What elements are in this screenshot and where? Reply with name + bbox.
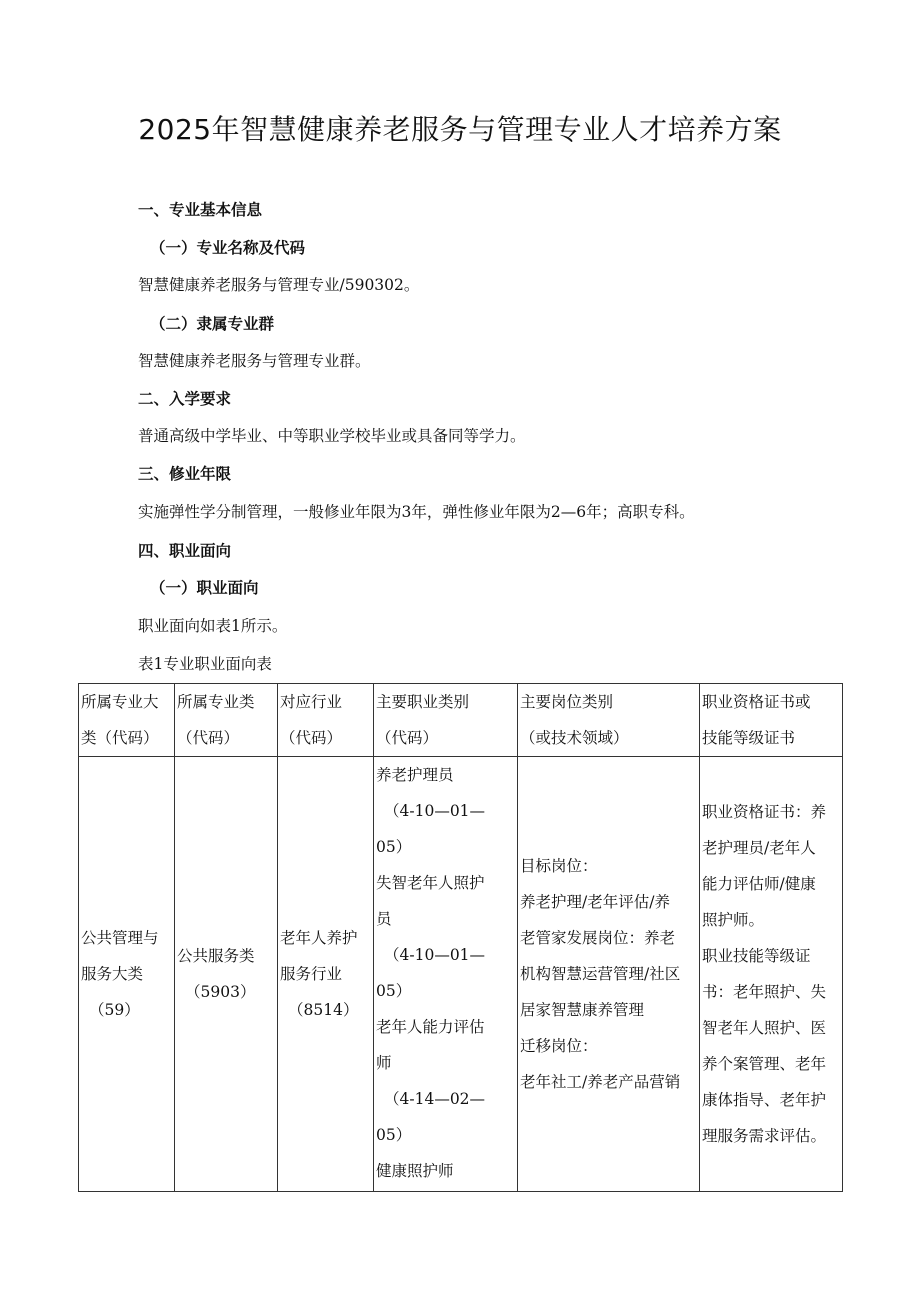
- header-occupation: 主要职业类别 （代码）: [374, 684, 518, 757]
- cell-certificates: 职业资格证书：养 老护理员/老年人 能力评估师/健康 照护师。 职业技能等级证 书：老年照护、失 智老年人照护、医 养个案管理、老年 康体指导、老年护 理服务需求评估。: [700, 757, 843, 1192]
- cell-industry: 老年人养护 服务行业 （8514）: [278, 757, 374, 1192]
- header-certificate: 职业资格证书或 技能等级证书: [700, 684, 843, 757]
- table-row: [79, 757, 843, 1192]
- table-header-row: [79, 684, 843, 757]
- table-caption: 表1专业职业面向表: [138, 655, 272, 673]
- section-2-text: 普通高级中学毕业、中等职业学校毕业或具备同等学力。: [138, 427, 526, 445]
- cell-positions: 目标岗位： 养老护理/老年评估/养 老管家发展岗位：养老 机构智慧运营管理/社区 居家智慧康养管理 迁移岗位： 老年社工/养老产品营销: [518, 757, 700, 1192]
- section-1-heading: 一、专业基本信息: [138, 201, 263, 219]
- section-4-sub-1-heading: （一）职业面向: [150, 579, 259, 597]
- section-1-sub-1-heading: （一）专业名称及代码: [150, 239, 306, 257]
- section-1-sub-2-heading: （二）隶属专业群: [150, 315, 275, 333]
- section-4-heading: 四、职业面向: [138, 542, 232, 560]
- cell-category: 公共管理与 服务大类 （59）: [79, 757, 175, 1192]
- page-title: 2025年智慧健康养老服务与管理专业人才培养方案: [138, 113, 782, 146]
- section-3-text: 实施弹性学分制管理，一般修业年限为3年，弹性修业年限为2—6年；高职专科。: [138, 503, 695, 521]
- section-3-heading: 三、修业年限: [138, 465, 232, 483]
- header-subcategory: 所属专业类 （代码）: [175, 684, 278, 757]
- section-2-heading: 二、入学要求: [138, 390, 232, 408]
- section-1-sub-1-text: 智慧健康养老服务与管理专业/590302。: [138, 276, 420, 294]
- occupation-table: [78, 683, 843, 1192]
- header-position: 主要岗位类别 （或技术领域）: [518, 684, 700, 757]
- cell-occupations: 养老护理员 （4-10—01— 05） 失智老年人照护 员 （4-10—01— 05） 老年人能力评估 师 （4-14—02— 05） 健康照护师: [374, 757, 518, 1192]
- section-4-sub-1-text: 职业面向如表1所示。: [138, 617, 288, 635]
- section-1-sub-2-text: 智慧健康养老服务与管理专业群。: [138, 352, 371, 370]
- header-category: 所属专业大 类（代码）: [79, 684, 175, 757]
- cell-subcategory: 公共服务类 （5903）: [175, 757, 278, 1192]
- header-industry: 对应行业 （代码）: [278, 684, 374, 757]
